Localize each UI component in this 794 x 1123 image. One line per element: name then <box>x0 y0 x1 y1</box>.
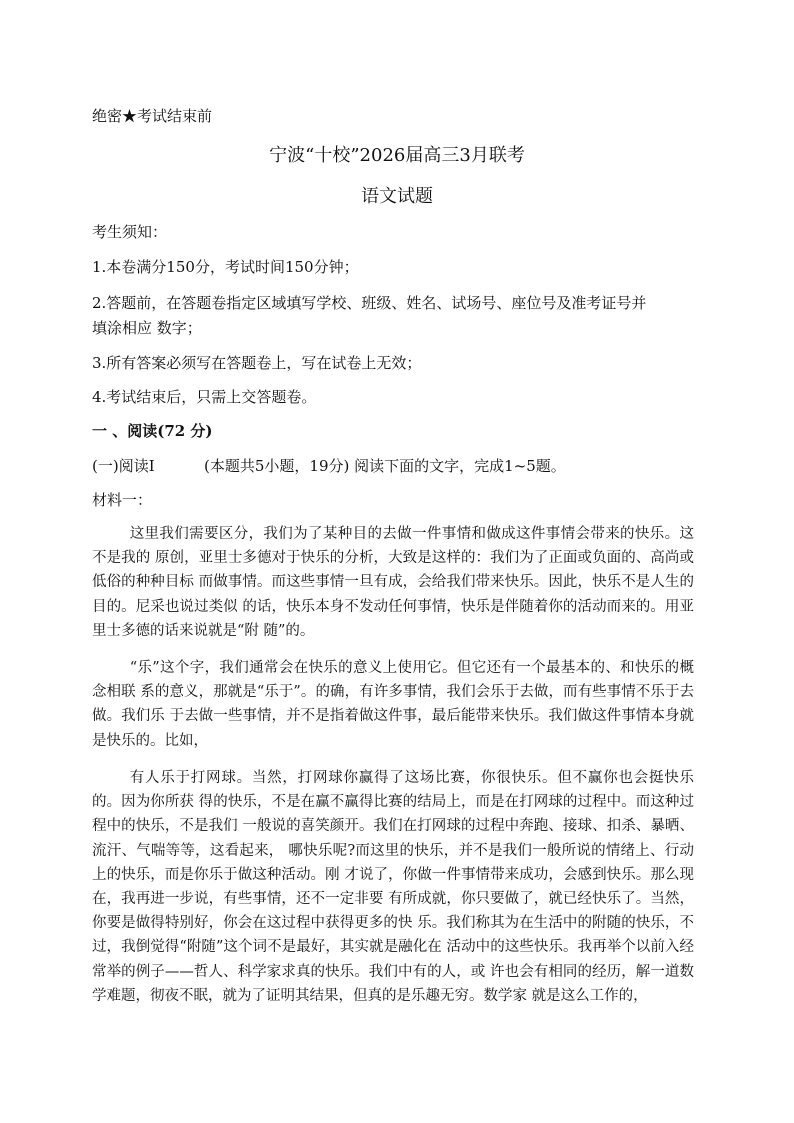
instruction-item: 4.考试结束后，只需上交答题卷。 <box>92 388 317 406</box>
exam-title: 宁波“十校”2026届高三3月联考 <box>269 145 525 166</box>
section-heading: 一 、阅读(72 分) <box>92 422 213 440</box>
passage-paragraph: 这里我们需要区分，我们为了某种目的去做一件事情和做成这件事情会带来的快乐。这不是我的 原创，亚里士多德对于快乐的分析，大致是这样的：我们为了正面或负面的、高尚或低俗的种种目标 而做事情。而这些事情一旦有成，会给我们带来快乐。因此，快乐不是人生的目的。尼采也说过类似 的话，快乐本身不发动任何事情，快乐是伴随着你的活动而来的。用亚里士多德的话来说就是“附 随”的。 <box>92 526 694 639</box>
passage-paragraph: “乐”这个字，我们通常会在快乐的意义上使用它。但它还有一个最基本的、和快乐的概念相联 系的意义，那就是“乐于”。的确，有许多事情，我们会乐于去做，而有些事情不乐于去做。我们乐 于去做一些事情，并不是指着做这件事，最后能带来快乐。我们做这件事情本身就是快乐的。比如， <box>92 660 694 749</box>
instruction-item: 填涂相应 数字； <box>92 319 202 337</box>
instruction-item: 2.答题前，在答题卷指定区域填写学校、班级、姓名、试场号、座位号及准考证号并 <box>92 294 647 312</box>
instruction-item: 3.所有答案必须写在答题卷上，写在试卷上无效； <box>92 354 422 372</box>
confidential-label: 绝密★考试结束前 <box>92 107 213 125</box>
instructions-heading: 考生须知： <box>92 223 168 241</box>
subject-title: 语文试题 <box>361 186 433 207</box>
sub-section-heading-left: (一)阅读Ⅰ <box>92 457 155 475</box>
instruction-item: 1.本卷满分150分，考试时间150分钟； <box>92 258 359 276</box>
material-label: 材料一： <box>92 491 153 509</box>
sub-section-heading-right: (本题共5小题，19分) 阅读下面的文字，完成1~5题。 <box>204 457 566 475</box>
passage-paragraph: 有人乐于打网球。当然，打网球你赢得了这场比赛，你很快乐。但不赢你也会挺快乐的。因为你所获 得的快乐，不是在赢不赢得比赛的结局上，而是在打网球的过程中。而这种过程中的快乐，不是我们 一般说的喜笑颜开。我们在打网球的过程中奔跑、接球、扣杀、暴晒、流汗、气喘等等，这看起来， 哪快乐呢?而这里的快乐，并不是我们一般所说的情绪上、行动上的快乐，而是你乐于做这种活动。刚 才说了，你做一件事情带来成功，会感到快乐。那么现在，我再进一步说，有些事情，还不一定非要 有所成就，你只要做了，就已经快乐了。当然，你要是做得特别好，你会在这过程中获得更多的快 乐。我们称其为在生活中的附随的快乐，不过，我倒觉得“附随”这个词不是最好，其实就是融化在 活动中的这些快乐。我再举个以前入经常举的例子——哲人、科学家求真的快乐。我们中有的人，或 许也会有相同的经历，解一道数学难题，彻夜不眠，就为了证明其结果，但真的是乐趣无穷。数学家 就是这么工作的， <box>92 770 694 1004</box>
